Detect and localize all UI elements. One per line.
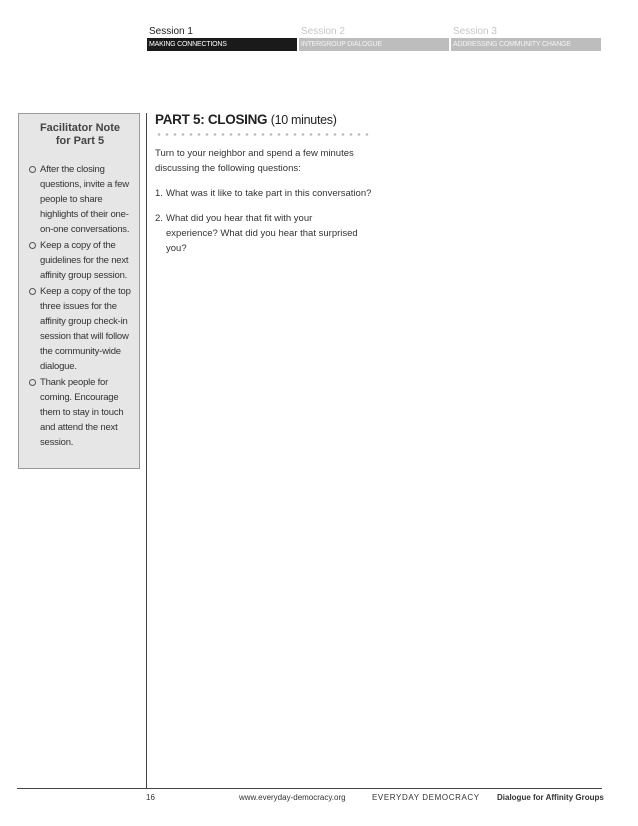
facilitator-note-item [27,162,139,237]
question-number: 2. [155,213,163,224]
circle-bullet-icon [29,379,36,386]
question-text: What did you hear that fit with your experience? What did you hear that surprised you? [166,213,358,254]
section-title: PART 5: CLOSING [155,112,268,127]
question-text: What was it like to take part in this conversation? [166,188,372,199]
facilitator-note-item [27,238,139,283]
facilitator-note-item [27,284,139,374]
facilitator-note [18,113,140,469]
column-divider [146,113,147,788]
dotted-rule [155,133,371,136]
circle-bullet-icon [29,242,36,249]
facilitator-note-item-text: Thank people for coming. Encourage them to stay in touch and attend the next session. [40,377,124,448]
session-2-bar [299,38,449,51]
facilitator-note-title [19,122,141,148]
session-tabs [147,26,601,52]
session-3-subtitle: ADDRESSING COMMUNITY CHANGE [453,41,571,48]
page-number: 16 [146,793,155,802]
session-1-bar [147,38,297,51]
facilitator-note-list [27,162,139,451]
facilitator-note-item-text: Keep a copy of the guidelines for the next affinity group session. [40,240,129,281]
session-2-subtitle: INTERGROUP DIALOGUE [301,41,382,48]
session-3-bar [451,38,601,51]
main-content [155,112,585,256]
facilitator-note-item-text: Keep a copy of the top three issues for the affinity group check-in session that will follow the community-wide dialogue. [40,286,131,372]
footer-organization: EVERYDAY DEMOCRACY [372,793,480,802]
footer-rule [17,788,602,789]
session-3-tab [451,26,601,52]
facilitator-note-item-text: After the closing questions, invite a few people to share highlights of their one-on-one conversations. [40,164,130,235]
session-3-label: Session 3 [453,26,497,37]
section-duration: (10 minutes) [270,113,337,127]
facilitator-note-title-line1: Facilitator Note [39,122,121,134]
circle-bullet-icon [29,288,36,295]
footer-url-link[interactable]: www.everyday-democracy.org [239,793,346,802]
circle-bullet-icon [29,166,36,173]
question-number: 1. [155,188,163,199]
facilitator-note-item [27,375,139,450]
section-heading [155,112,585,128]
footer-guide-title: Dialogue for Affinity Groups [497,793,604,802]
intro-text: Turn to your neighbor and spend a few minutes discussing the following questions: [155,148,354,174]
session-1-label: Session 1 [149,26,193,37]
question-item [155,186,396,201]
question-item [155,211,366,256]
facilitator-note-title-line2: for Part 5 [55,135,105,147]
session-1-subtitle: MAKING CONNECTIONS [149,41,227,48]
session-2-label: Session 2 [301,26,345,37]
session-1-tab [147,26,297,52]
session-2-tab [299,26,449,52]
